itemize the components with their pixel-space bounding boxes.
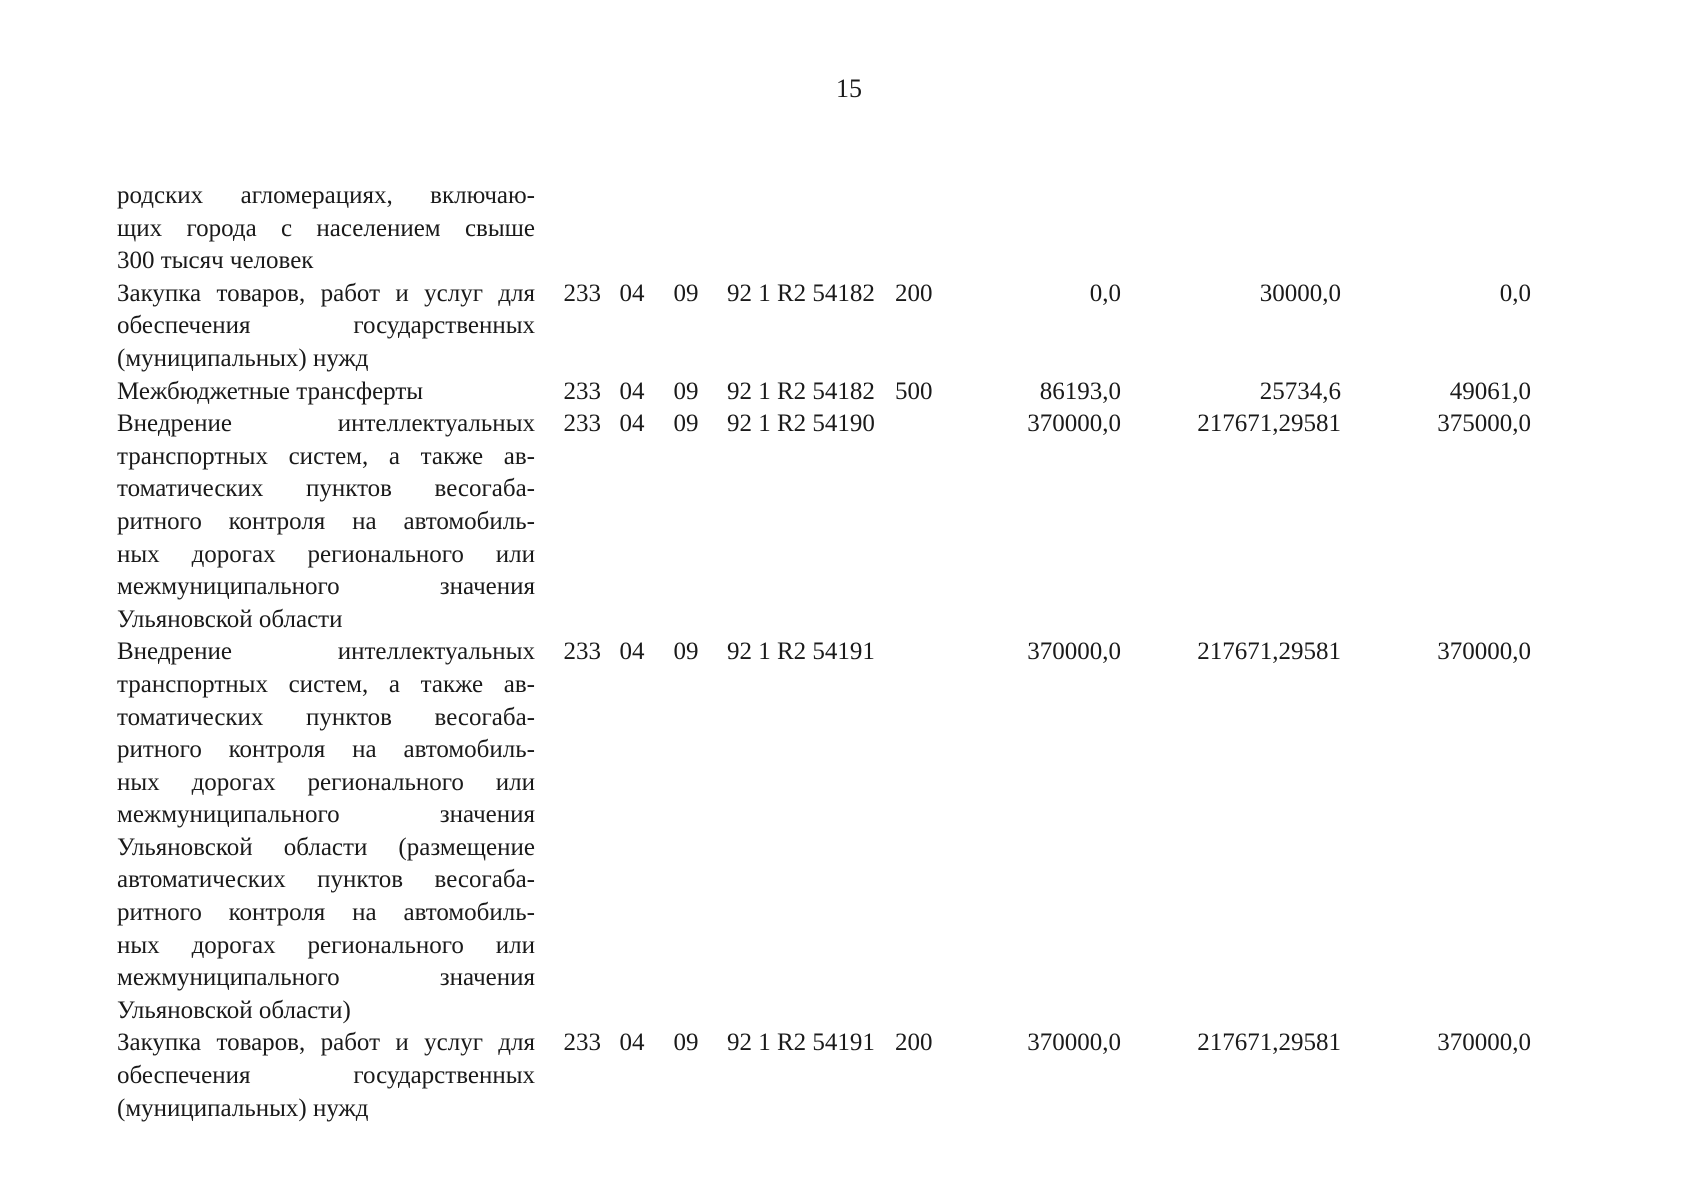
description-line: Закупка товаров, работ и услуг для xyxy=(117,1029,535,1057)
amount-year-3: 370000,0 xyxy=(1437,1029,1531,1057)
amount-year-2: 217671,29581 xyxy=(1197,410,1341,438)
description-line: ритного контроля на автомобиль- xyxy=(117,899,535,927)
amount-year-3: 375000,0 xyxy=(1437,410,1531,438)
description-line: ных дорогах регионального или xyxy=(117,931,535,959)
description-line: (муниципальных) нужд xyxy=(117,1094,369,1122)
amount-year-2: 30000,0 xyxy=(1259,279,1341,307)
section-code: 04 xyxy=(619,410,645,438)
grbs-code: 233 xyxy=(563,279,601,307)
description-line: межмуниципального значения xyxy=(117,964,535,992)
amount-year-3: 0,0 xyxy=(1499,279,1531,307)
expense-type-code xyxy=(895,180,953,278)
description-line: межмуниципального значения xyxy=(117,573,535,601)
description-line: автоматических пунктов весогаба- xyxy=(117,866,535,894)
table-spacer xyxy=(1531,408,1581,636)
subsection-code: 09 xyxy=(673,410,699,438)
grbs-code: 233 xyxy=(563,377,601,405)
description-line: Ульяновской области (размещение xyxy=(117,833,535,861)
section-code: 04 xyxy=(619,1029,645,1057)
target-item-code: 92 1 R2 54191 xyxy=(727,1029,875,1057)
description-line: транспортных систем, а также ав- xyxy=(117,442,535,470)
expense-type-code xyxy=(895,636,953,1027)
description-line: Ульяновской области) xyxy=(117,996,351,1024)
section-code xyxy=(607,180,657,278)
description-line: томатических пунктов весогаба- xyxy=(117,475,535,503)
table-spacer xyxy=(1531,376,1581,409)
amount-year-2: 217671,29581 xyxy=(1197,1029,1341,1057)
description-line: Межбюджетные трансферты xyxy=(117,377,424,405)
section-code: 04 xyxy=(619,377,645,405)
page-number: 15 xyxy=(836,74,862,103)
table-spacer xyxy=(1531,278,1581,376)
amount-year-2: 25734,6 xyxy=(1259,377,1341,405)
description-line: Внедрение интеллектуальных xyxy=(117,410,535,438)
subsection-code xyxy=(657,180,715,278)
subsection-code: 09 xyxy=(673,638,699,666)
table-spacer xyxy=(1531,636,1581,1027)
subsection-code: 09 xyxy=(673,1029,699,1057)
grbs-code: 233 xyxy=(563,410,601,438)
grbs-code: 233 xyxy=(563,1029,601,1057)
row-description xyxy=(117,636,535,1027)
table-row xyxy=(117,636,1581,1027)
row-description xyxy=(117,1027,535,1125)
table-spacer xyxy=(1531,1027,1581,1125)
description-line: Внедрение интеллектуальных xyxy=(117,638,535,666)
section-code: 04 xyxy=(619,279,645,307)
section-code: 04 xyxy=(619,638,645,666)
amount-year-1: 0,0 xyxy=(1089,279,1121,307)
description-line: транспортных систем, а также ав- xyxy=(117,670,535,698)
table-row xyxy=(117,180,1581,278)
description-line: (муниципальных) нужд xyxy=(117,344,369,372)
amount-year-3 xyxy=(1341,180,1531,278)
expense-type-code: 200 xyxy=(895,279,933,307)
amount-year-2: 217671,29581 xyxy=(1197,638,1341,666)
expense-type-code: 500 xyxy=(895,377,933,405)
description-line: обеспечения государственных xyxy=(117,312,535,340)
description-line: ритного контроля на автомобиль- xyxy=(117,507,535,535)
row-description xyxy=(117,180,535,278)
description-line: ных дорогах регионального или xyxy=(117,540,535,568)
expense-type-code: 200 xyxy=(895,1029,933,1057)
grbs-code: 233 xyxy=(563,638,601,666)
row-description xyxy=(117,376,535,409)
table-row xyxy=(117,376,1581,409)
budget-table xyxy=(117,180,1581,1125)
row-description xyxy=(117,278,535,376)
target-item-code: 92 1 R2 54182 xyxy=(727,279,875,307)
expense-type-code xyxy=(895,408,953,636)
amount-year-1: 370000,0 xyxy=(1027,1029,1121,1057)
description-line: родских агломерациях, включаю- xyxy=(117,182,535,209)
table-body xyxy=(117,180,1581,1125)
amount-year-1: 370000,0 xyxy=(1027,638,1121,666)
amount-year-1: 370000,0 xyxy=(1027,410,1121,438)
table-row xyxy=(117,1027,1581,1125)
description-line: межмуниципального значения xyxy=(117,801,535,829)
description-line: обеспечения государственных xyxy=(117,1062,535,1090)
amount-year-2 xyxy=(1121,180,1341,278)
target-item-code: 92 1 R2 54190 xyxy=(727,410,875,438)
description-line: ритного контроля на автомобиль- xyxy=(117,736,535,764)
target-item-code: 92 1 R2 54182 xyxy=(727,377,875,405)
subsection-code: 09 xyxy=(673,279,699,307)
description-line: щих города с населением свыше xyxy=(117,214,535,242)
target-item-code xyxy=(715,180,895,278)
description-line: Ульяновской области xyxy=(117,605,343,633)
description-line: 300 тысяч человек xyxy=(117,247,314,275)
amount-year-1 xyxy=(953,180,1121,278)
grbs-code xyxy=(535,180,607,278)
amount-year-1: 86193,0 xyxy=(1039,377,1121,405)
table-row xyxy=(117,278,1581,376)
subsection-code: 09 xyxy=(673,377,699,405)
target-item-code: 92 1 R2 54191 xyxy=(727,638,875,666)
description-line: томатических пунктов весогаба- xyxy=(117,703,535,731)
description-line: ных дорогах регионального или xyxy=(117,768,535,796)
table-spacer xyxy=(1531,180,1581,278)
amount-year-3: 370000,0 xyxy=(1437,638,1531,666)
row-description xyxy=(117,408,535,636)
description-line: Закупка товаров, работ и услуг для xyxy=(117,279,535,307)
table-row xyxy=(117,408,1581,636)
amount-year-3: 49061,0 xyxy=(1449,377,1531,405)
